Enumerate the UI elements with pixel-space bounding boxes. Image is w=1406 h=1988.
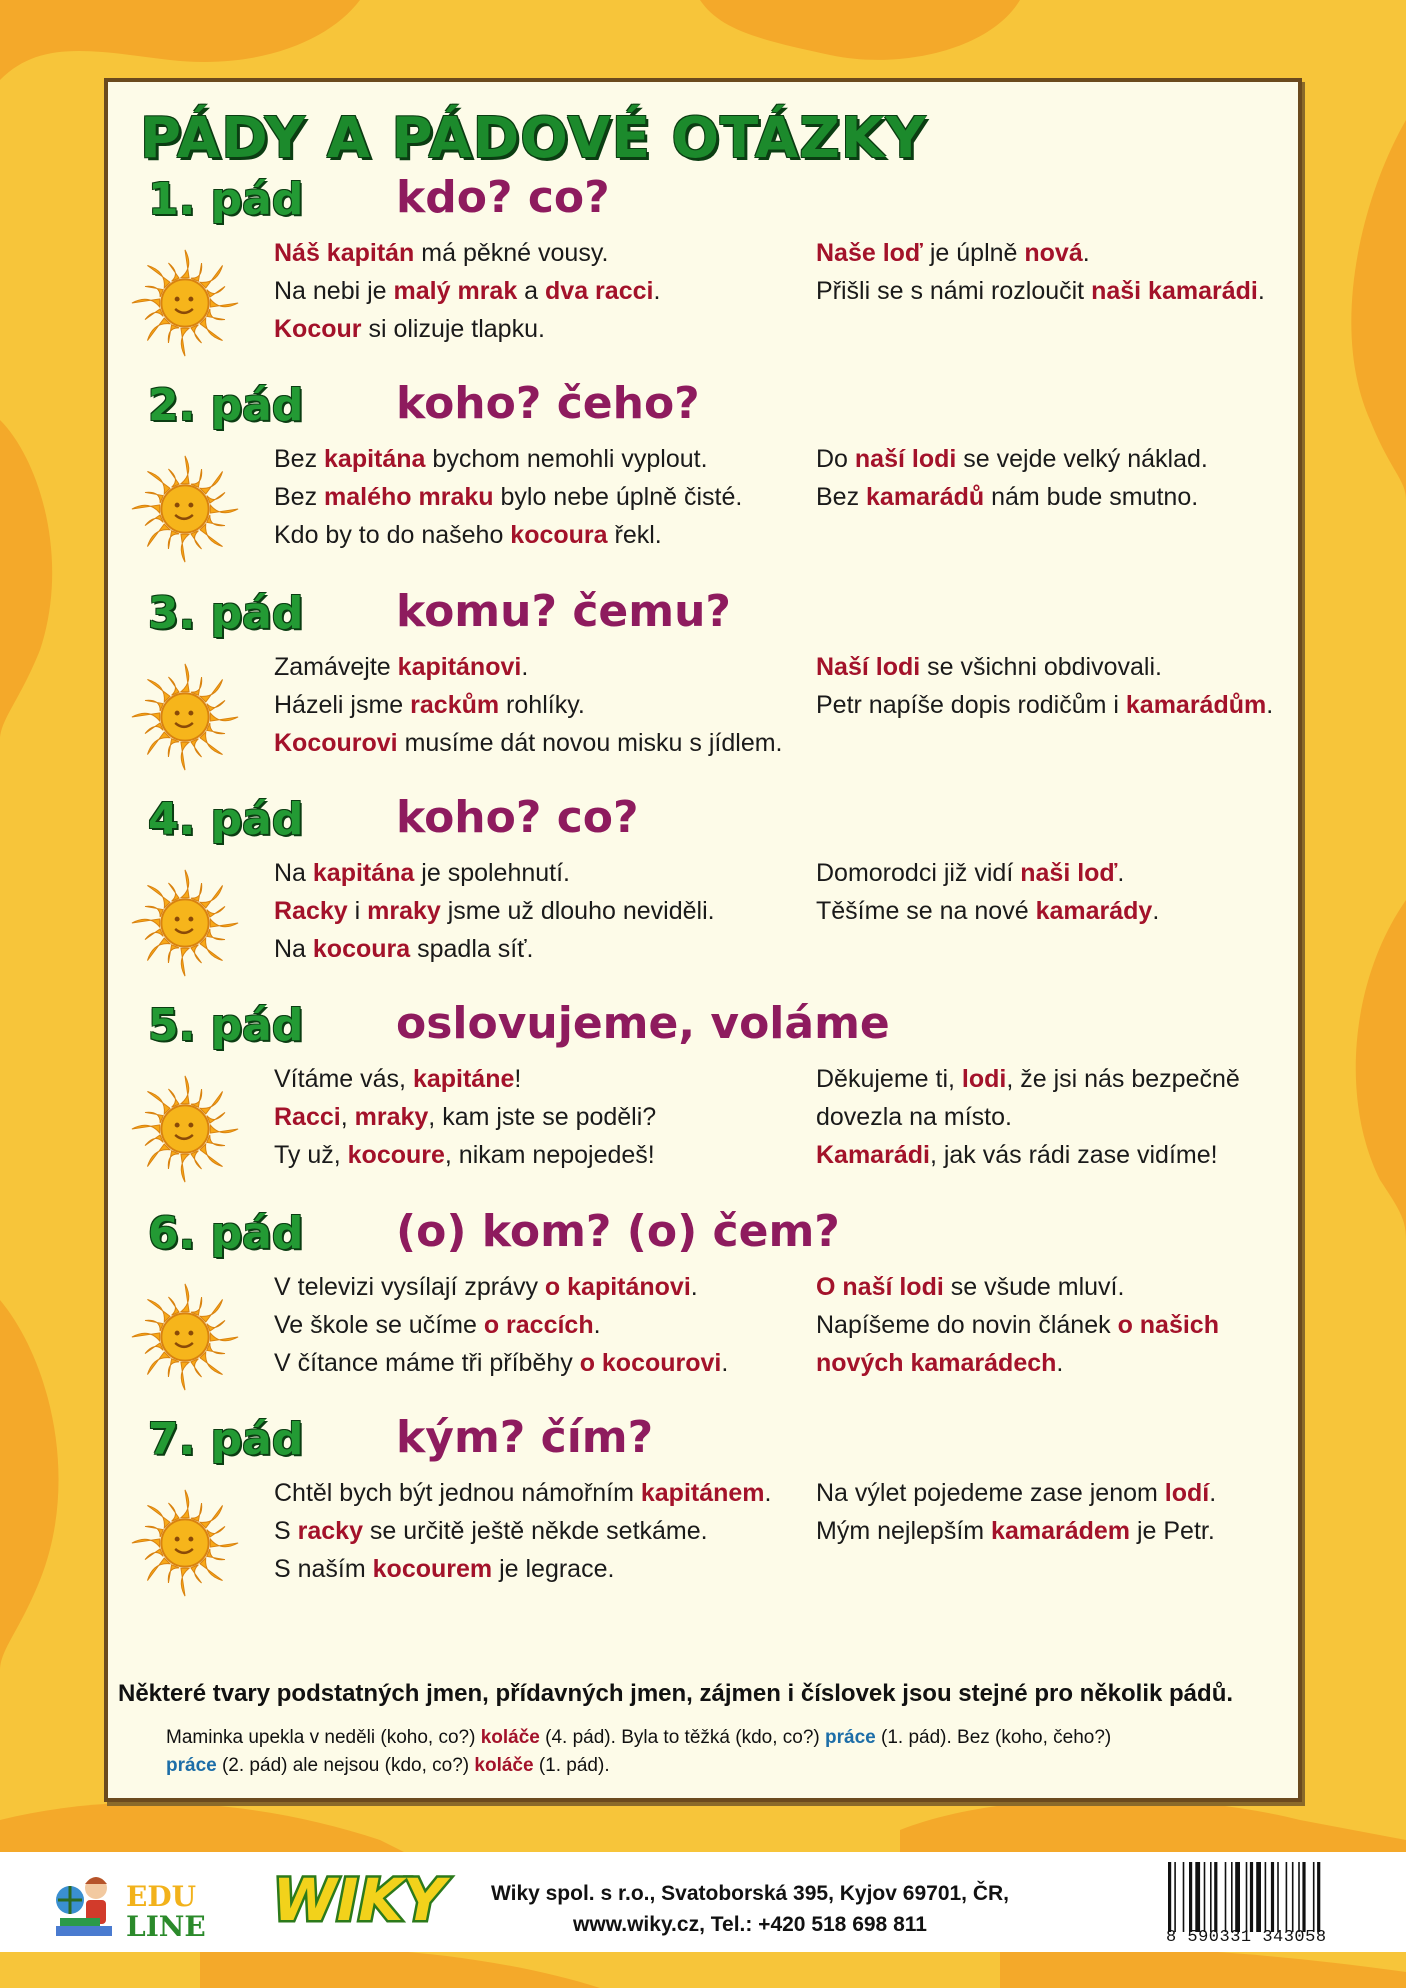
sentence: V televizi vysílají zprávy o kapitánovi. [274, 1273, 698, 1301]
sentence: Chtěl bych být jednou námořním kapitánem. [274, 1479, 772, 1507]
case-label: 7. pád [148, 1414, 304, 1465]
examples-right [816, 440, 1296, 516]
eduline-logo [126, 1882, 206, 1942]
examples-right [816, 1474, 1296, 1550]
case-section [108, 380, 1298, 580]
sentence: Petr napíše dopis rodičům i kamarádům. [816, 691, 1274, 719]
sentence: Do naší lodi se vejde velký náklad. [816, 445, 1208, 473]
sun-icon [126, 1070, 244, 1188]
sentence: Kocour si olizuje tlapku. [274, 315, 545, 343]
case-label: 5. pád [148, 1000, 304, 1051]
examples-left [274, 234, 794, 348]
examples-left [274, 1268, 794, 1382]
examples-right [816, 234, 1296, 310]
sun-icon [126, 864, 244, 982]
sentence: S racky se určitě ještě někde setkáme. [274, 1517, 708, 1545]
sentence: Těšíme se na nové kamarády. [816, 897, 1160, 925]
sun-icon [126, 1278, 244, 1396]
sentence: Na kapitána je spolehnutí. [274, 859, 571, 887]
barcode-number: 8 590331 343058 [1166, 1928, 1327, 1947]
examples-right [816, 648, 1296, 724]
edu-kid-icon [50, 1870, 122, 1944]
sentence: Naše loď je úplně nová. [816, 239, 1090, 267]
company-info [490, 1878, 1010, 1940]
eduline-edu: EDU [126, 1880, 197, 1913]
case-section [108, 1000, 1298, 1200]
sentence: Zamávejte kapitánovi. [274, 653, 529, 681]
wiky-logo [254, 1860, 464, 1940]
note-body [166, 1724, 1266, 1780]
sentence: Na kocoura spadla síť. [274, 935, 534, 963]
case-question: koho? co? [396, 792, 639, 843]
sentence: Ve škole se učíme o raccích. [274, 1311, 601, 1339]
sentence: Bez malého mraku bylo nebe úplně čisté. [274, 483, 743, 511]
case-section [108, 588, 1298, 788]
sentence: Vítáme vás, kapitáne! [274, 1065, 522, 1093]
examples-left [274, 440, 794, 554]
page-title: PÁDY A PÁDOVÉ OTÁZKY [140, 106, 927, 171]
sentence: S naším kocourem je legrace. [274, 1555, 615, 1583]
examples-right [816, 1060, 1296, 1174]
case-label: 6. pád [148, 1208, 304, 1259]
sentence: O naší lodi se všude mluví. [816, 1273, 1125, 1301]
case-section [108, 1208, 1298, 1408]
sentence: Racky i mraky jsme už dlouho neviděli. [274, 897, 715, 925]
sentence: Ty už, kocoure, nikam nepojedeš! [274, 1141, 655, 1169]
case-question: kdo? co? [396, 172, 610, 223]
sentence: Náš kapitán má pěkné vousy. [274, 239, 609, 267]
sentence: Napíšeme do novin článek o našich [816, 1311, 1219, 1339]
sentence: Házeli jsme rackům rohlíky. [274, 691, 585, 719]
sentence: nových kamarádech. [816, 1349, 1064, 1377]
eduline-line: LINE [126, 1910, 206, 1943]
company-address: Wiky spol. s r.o., Svatoborská 395, Kyjov 69701, ČR, [490, 1882, 1010, 1905]
case-question: koho? čeho? [396, 378, 700, 429]
examples-left [274, 1060, 794, 1174]
poster [104, 78, 1302, 1802]
sentence: Kdo by to do našeho kocoura řekl. [274, 521, 662, 549]
sentence: Děkujeme ti, lodi, že jsi nás bezpečně [816, 1065, 1240, 1093]
sentence: Kamarádi, jak vás rádi zase vidíme! [816, 1141, 1218, 1169]
sun-icon [126, 1484, 244, 1602]
sentence: dovezla na místo. [816, 1103, 1012, 1131]
sun-icon [126, 244, 244, 362]
sentence: Domorodci již vidí naši loď. [816, 859, 1125, 887]
examples-left [274, 854, 794, 968]
sun-icon [126, 658, 244, 776]
case-label: 3. pád [148, 588, 304, 639]
case-section [108, 174, 1298, 374]
sentence: Maminka upekla v neděli (koho, co?) koláče (4. pád). Byla to těžká (kdo, co?) práce (1. pád). Bez (koho, čeho?) [166, 1727, 1112, 1748]
sentence: Přišli se s námi rozloučit naši kamarádi. [816, 277, 1265, 305]
case-label: 1. pád [148, 174, 304, 225]
case-question: oslovujeme, voláme [396, 998, 890, 1049]
sun-icon [126, 1484, 244, 1602]
case-section [108, 794, 1298, 994]
sun-icon [126, 658, 244, 776]
sentence: Mým nejlepším kamarádem je Petr. [816, 1517, 1215, 1545]
sentence: Racci, mraky, kam jste se poděli? [274, 1103, 657, 1131]
sentence: V čítance máme tři příběhy o kocourovi. [274, 1349, 729, 1377]
sentence: Na výlet pojedeme zase jenom lodí. [816, 1479, 1217, 1507]
wiky-logo-text: WIKY [272, 1866, 446, 1934]
sun-icon [126, 1070, 244, 1188]
sentence: Kocourovi musíme dát novou misku s jídlem. [274, 729, 783, 757]
sun-icon [126, 1278, 244, 1396]
sun-icon [126, 450, 244, 568]
sun-icon [126, 864, 244, 982]
sentence: práce (2. pád) ale nejsou (kdo, co?) koláče (1. pád). [166, 1755, 610, 1776]
examples-right [816, 854, 1296, 930]
sentence: Naší lodi se všichni obdivovali. [816, 653, 1162, 681]
case-label: 4. pád [148, 794, 304, 845]
sentence: Bez kapitána bychom nemohli vyplout. [274, 445, 708, 473]
examples-right [816, 1268, 1296, 1382]
note-title: Některé tvary podstatných jmen, přídavných jmen, zájmen i číslovek jsou stejné pro několik pádů. [118, 1680, 1234, 1707]
case-question: kým? čím? [396, 1412, 654, 1463]
case-question: (o) kom? (o) čem? [396, 1206, 840, 1257]
case-label: 2. pád [148, 380, 304, 431]
sentence: Bez kamarádů nám bude smutno. [816, 483, 1199, 511]
sentence: Na nebi je malý mrak a dva racci. [274, 277, 661, 305]
case-section [108, 1414, 1298, 1614]
footer [0, 1852, 1406, 1952]
sun-icon [126, 450, 244, 568]
examples-left [274, 1474, 794, 1588]
case-question: komu? čemu? [396, 586, 731, 637]
company-contact: www.wiky.cz, Tel.: +420 518 698 811 [573, 1913, 927, 1936]
examples-left [274, 648, 794, 762]
barcode [1166, 1862, 1366, 1934]
sun-icon [126, 244, 244, 362]
